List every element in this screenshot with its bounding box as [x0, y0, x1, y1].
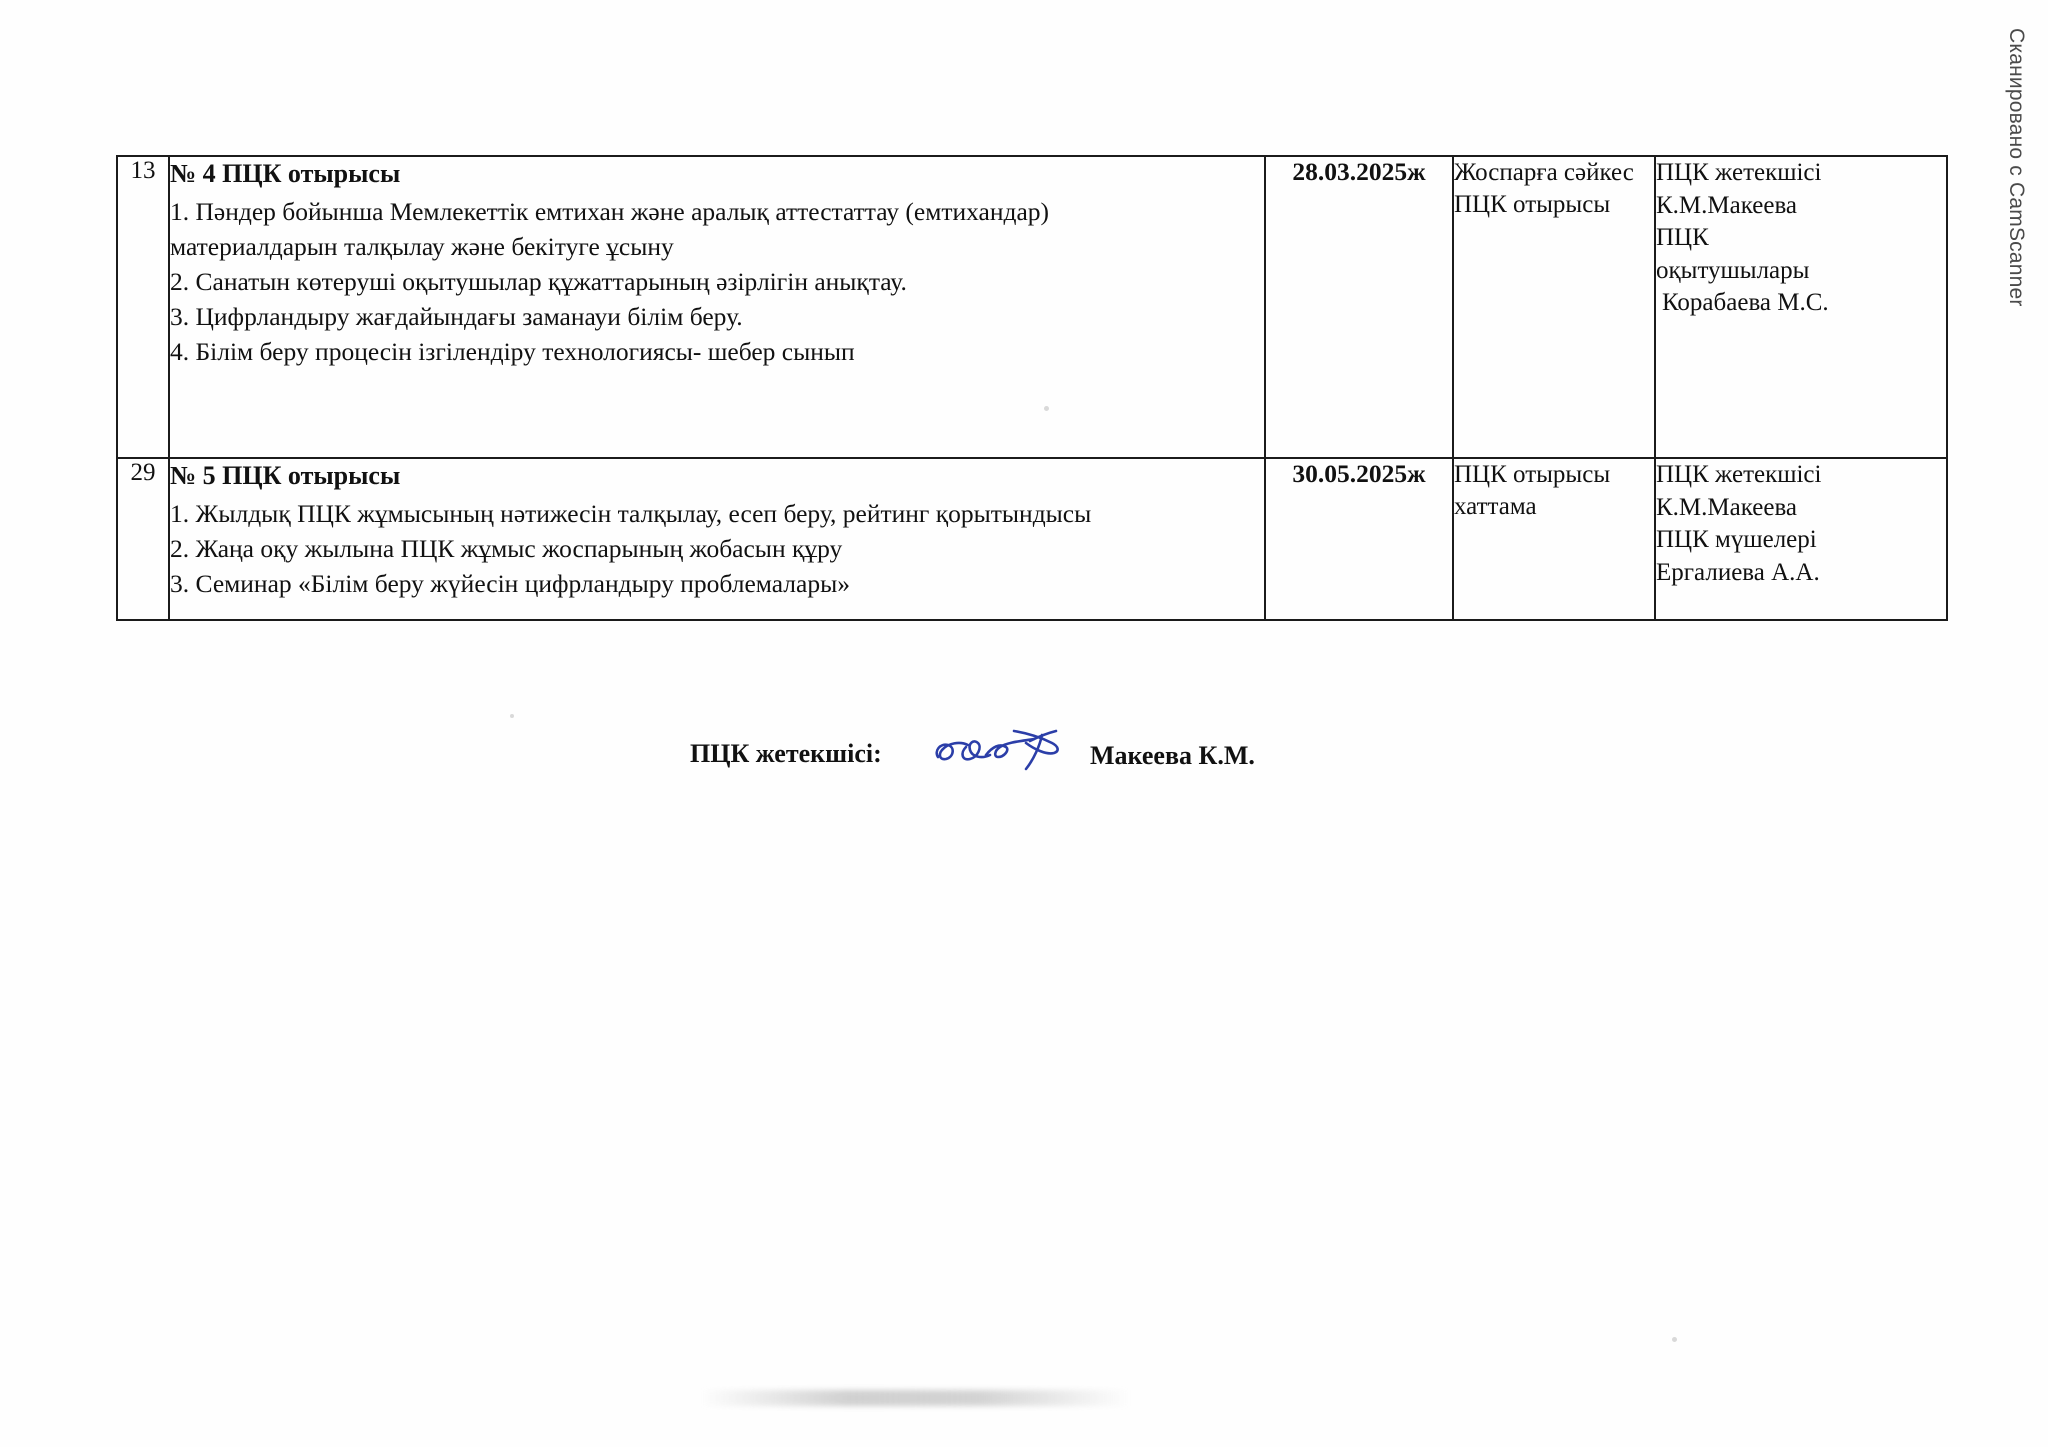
form-line: ПЦК отырысы [1454, 191, 1611, 218]
scan-speckle [1044, 406, 1049, 411]
row-responsible-cell [1655, 156, 1947, 458]
row-responsible-cell [1655, 458, 1947, 620]
list-item: 2. Жаңа оқу жылына ПЦК жұмыс жоспарының жобасын құру [170, 533, 843, 563]
list-item: 3. Цифрландыру жағдайындағы заманауи білім беру. [170, 302, 743, 332]
table-row [117, 156, 1947, 458]
responsible-line: ПЦК мүшелері [1656, 526, 1817, 553]
responsible-line: К.М.Макеева [1656, 191, 1798, 219]
camscanner-watermark-text: Сканировано с CamScanner [2005, 28, 2028, 307]
row-number-cell: 13 [117, 156, 169, 458]
signature-block [690, 725, 1330, 795]
row-item-list [170, 195, 1264, 369]
responsible-line: ПЦК жетекшісі [1656, 461, 1822, 488]
list-item: 3. Семинар «Білім беру жүйесін цифрландыру проблемалары» [170, 569, 850, 599]
scan-smudge [700, 1390, 1130, 1406]
responsible-line: Ергалиева А.А. [1656, 558, 1820, 586]
list-item: 2. Санатын көтеруші оқытушылар құжаттарының әзірлігін анықтау. [170, 267, 907, 297]
scan-speckle [510, 714, 514, 718]
responsible-line: ПЦК [1656, 224, 1709, 251]
list-item: 4. Білім беру процесін ізгілендіру технологиясы- шебер сынып [170, 337, 855, 367]
responsible-line: ПЦК жетекшісі [1656, 159, 1822, 186]
form-line: хаттама [1454, 493, 1537, 520]
row-item-list [170, 497, 1264, 600]
form-line: Жоспарға сәйкес [1454, 159, 1634, 186]
table-row [117, 458, 1947, 620]
row-title: № 4 ПЦК отырысы [170, 159, 401, 188]
responsible-line: Корабаева М.С. [1662, 289, 1829, 316]
responsible-line: оқытушылары [1656, 256, 1810, 284]
responsible-line: К.М.Макеева [1656, 493, 1798, 521]
signature-label: ПЦК жетекшісі: [690, 739, 882, 768]
row-date-cell: 28.03.2025ж [1265, 156, 1453, 458]
meeting-plan-table [116, 155, 1948, 621]
handwritten-signature-icon [930, 717, 1080, 787]
row-number-cell: 29 [117, 458, 169, 620]
row-form-cell [1453, 458, 1655, 620]
row-content-cell [169, 458, 1265, 620]
list-item: 1. Пәндер бойынша Мемлекеттік емтихан және аралық аттестаттау (емтихандар) [170, 196, 1050, 226]
scan-speckle [1672, 1337, 1677, 1342]
row-form-cell [1453, 156, 1655, 458]
list-item: 1. Жылдық ПЦК жұмысының нәтижесін талқылау, есеп беру, рейтинг қорытындысы [170, 498, 1092, 528]
signature-name: Макеева К.М. [1090, 741, 1255, 770]
row-content-cell [169, 156, 1265, 458]
camscanner-watermark [1998, 20, 2038, 420]
row-title: № 5 ПЦК отырысы [170, 461, 401, 490]
form-line: ПЦК отырысы [1454, 461, 1611, 488]
list-item: материалдарын талқылау және бекітуге ұсыну [170, 231, 674, 261]
row-date-cell: 30.05.2025ж [1265, 458, 1453, 620]
